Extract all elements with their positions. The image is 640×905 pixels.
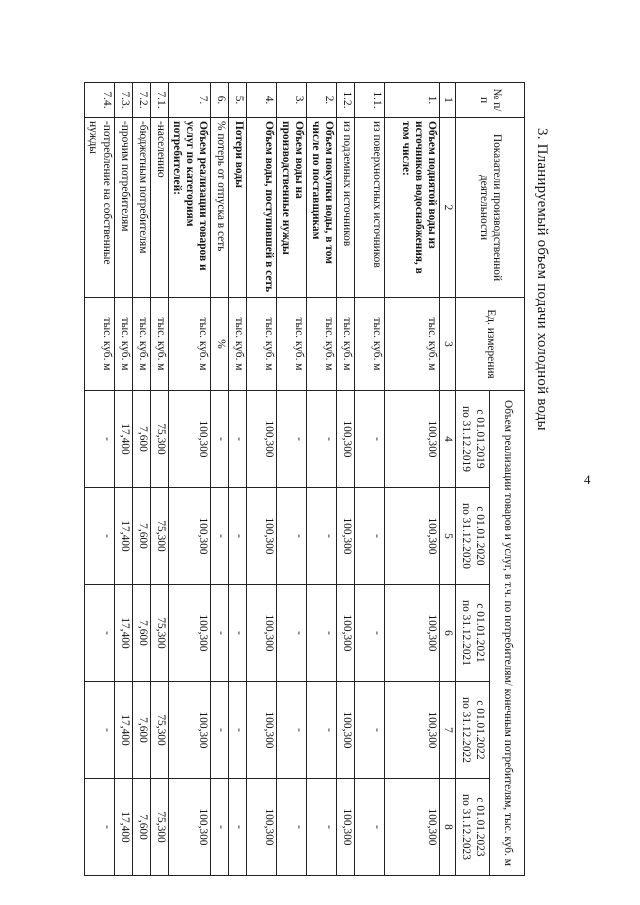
row-value: - [210, 391, 228, 488]
row-indicator: Объем покупки воды, в том числе по поставщикам [306, 118, 336, 298]
row-value: - [354, 391, 384, 488]
row-unit: тыс. куб. м [306, 298, 336, 391]
row-value: - [306, 488, 336, 585]
header-col-unit: Ед. измерения [456, 298, 525, 391]
row-value: - [228, 585, 246, 682]
row-value: 100,300 [168, 488, 210, 585]
row-value: - [276, 391, 306, 488]
header-period: с 01.01.2020 по 31.12.2020 [456, 488, 490, 585]
table-row [84, 83, 114, 876]
row-number: 7.2. [132, 83, 150, 118]
row-value: 100,300 [168, 391, 210, 488]
table-row [384, 83, 439, 876]
row-value: 17,400 [114, 391, 132, 488]
row-value: 7,600 [132, 682, 150, 779]
header-period: с 01.01.2019 по 31.12.2019 [456, 391, 490, 488]
row-value: 100,300 [246, 585, 276, 682]
table-row [354, 83, 384, 876]
row-value: 100,300 [336, 585, 354, 682]
row-unit: тыс. куб. м [246, 298, 276, 391]
row-unit: тыс. куб. м [132, 298, 150, 391]
row-number: 4. [246, 83, 276, 118]
table-row [306, 83, 336, 876]
row-unit: тыс. куб. м [150, 298, 168, 391]
row-value: - [228, 391, 246, 488]
row-value: 17,400 [114, 488, 132, 585]
row-value: 100,300 [336, 779, 354, 876]
row-number: 1.1. [354, 83, 384, 118]
row-value: 75,300 [150, 488, 168, 585]
row-unit: тыс. куб. м [228, 298, 246, 391]
page-number: 4 [584, 472, 591, 487]
row-value: 7,600 [132, 779, 150, 876]
row-value: 75,300 [150, 585, 168, 682]
row-value: - [354, 682, 384, 779]
header-period: с 01.01.2022 по 31.12.2022 [456, 682, 490, 779]
row-value: - [276, 682, 306, 779]
column-number: 8 [439, 779, 455, 876]
row-value: - [306, 779, 336, 876]
row-value: - [354, 488, 384, 585]
water-supply-table [84, 82, 525, 876]
column-number: 2 [439, 118, 455, 298]
row-value: 7,600 [132, 488, 150, 585]
column-numbers-row [439, 83, 455, 876]
row-value: - [210, 779, 228, 876]
table-row [114, 83, 132, 876]
row-value: 17,400 [114, 585, 132, 682]
row-value: 100,300 [384, 488, 439, 585]
row-unit: % [210, 298, 228, 391]
row-unit: тыс. куб. м [114, 298, 132, 391]
row-indicator: из подземных источников [336, 118, 354, 298]
table-row [246, 83, 276, 876]
row-value: - [210, 682, 228, 779]
row-value: - [276, 585, 306, 682]
row-value: 100,300 [384, 682, 439, 779]
row-value: - [276, 488, 306, 585]
row-value: - [84, 585, 114, 682]
table-row [150, 83, 168, 876]
column-number: 7 [439, 682, 455, 779]
row-indicator: -потребление на собственные нужды [84, 118, 114, 298]
table-row [228, 83, 246, 876]
row-value: 100,300 [168, 585, 210, 682]
row-unit: тыс. куб. м [84, 298, 114, 391]
row-indicator: -прочим потребителям [114, 118, 132, 298]
row-value: - [84, 391, 114, 488]
row-value: - [210, 488, 228, 585]
row-indicator: Объем воды, поступившей в сеть [246, 118, 276, 298]
row-indicator: Потери воды [228, 118, 246, 298]
row-value: - [84, 779, 114, 876]
section-heading: 3. Планируемый объем подачи холодной воды [534, 128, 550, 431]
row-indicator: -населению [150, 118, 168, 298]
row-number: 1.2. [336, 83, 354, 118]
row-value: - [228, 682, 246, 779]
row-value: 75,300 [150, 682, 168, 779]
row-number: 7.1. [150, 83, 168, 118]
row-value: 7,600 [132, 391, 150, 488]
row-value: - [84, 488, 114, 585]
row-value: - [354, 585, 384, 682]
header-period: с 01.01.2021 по 31.12.2021 [456, 585, 490, 682]
row-value: - [306, 682, 336, 779]
row-number: 7. [168, 83, 210, 118]
row-number: 7.3. [114, 83, 132, 118]
row-number: 5. [228, 83, 246, 118]
row-value: - [228, 779, 246, 876]
row-value: 100,300 [168, 779, 210, 876]
row-value: - [210, 585, 228, 682]
row-value: - [228, 488, 246, 585]
row-value: 100,300 [246, 488, 276, 585]
column-number: 3 [439, 298, 455, 391]
row-indicator: % потерь от отпуска в сеть [210, 118, 228, 298]
row-value: 75,300 [150, 391, 168, 488]
row-value: 100,300 [246, 779, 276, 876]
header-period: с 01.01.2023 по 31.12.2023 [456, 779, 490, 876]
row-indicator: -бюджетным потребителям [132, 118, 150, 298]
header-col-no: № п/п [456, 83, 525, 118]
row-value: 100,300 [384, 391, 439, 488]
row-value: 7,600 [132, 585, 150, 682]
row-number: 6. [210, 83, 228, 118]
row-indicator: Объем поднятой воды из источников водоснабжения, в том числе: [384, 118, 439, 298]
table-row [210, 83, 228, 876]
row-number: 7.4. [84, 83, 114, 118]
row-value: 100,300 [336, 391, 354, 488]
row-value: - [306, 391, 336, 488]
row-value: - [84, 682, 114, 779]
row-value: - [276, 779, 306, 876]
header-group: Объем реализации товаров и услуг, в т.ч. по потребителям/ конечным потребителям, тыс. куб. м [490, 391, 525, 876]
row-unit: тыс. куб. м [354, 298, 384, 391]
row-indicator: Объем реализации товаров и услуг по категориям потребителей: [168, 118, 210, 298]
row-value: 100,300 [384, 779, 439, 876]
row-number: 3. [276, 83, 306, 118]
column-number: 6 [439, 585, 455, 682]
table-row [276, 83, 306, 876]
row-value: 100,300 [336, 682, 354, 779]
row-number: 1. [384, 83, 439, 118]
row-indicator: из поверхностных источников [354, 118, 384, 298]
column-number: 1 [439, 83, 455, 118]
row-value: 100,300 [384, 585, 439, 682]
row-value: 17,400 [114, 682, 132, 779]
row-value: - [354, 779, 384, 876]
row-value: 75,300 [150, 779, 168, 876]
row-unit: тыс. куб. м [168, 298, 210, 391]
column-number: 4 [439, 391, 455, 488]
row-value: 17,400 [114, 779, 132, 876]
header-col-indicator: Показатели производственной деятельности [456, 118, 525, 298]
row-unit: тыс. куб. м [336, 298, 354, 391]
table-row [132, 83, 150, 876]
table-row [336, 83, 354, 876]
header-row-group [490, 83, 525, 876]
table-row [168, 83, 210, 876]
row-indicator: Объем воды на производственные нужды [276, 118, 306, 298]
column-number: 5 [439, 488, 455, 585]
row-unit: тыс. куб. м [276, 298, 306, 391]
row-value: 100,300 [168, 682, 210, 779]
row-value: - [306, 585, 336, 682]
row-number: 2. [306, 83, 336, 118]
row-value: 100,300 [246, 391, 276, 488]
row-value: 100,300 [246, 682, 276, 779]
row-value: 100,300 [336, 488, 354, 585]
row-unit: тыс. куб. м [384, 298, 439, 391]
